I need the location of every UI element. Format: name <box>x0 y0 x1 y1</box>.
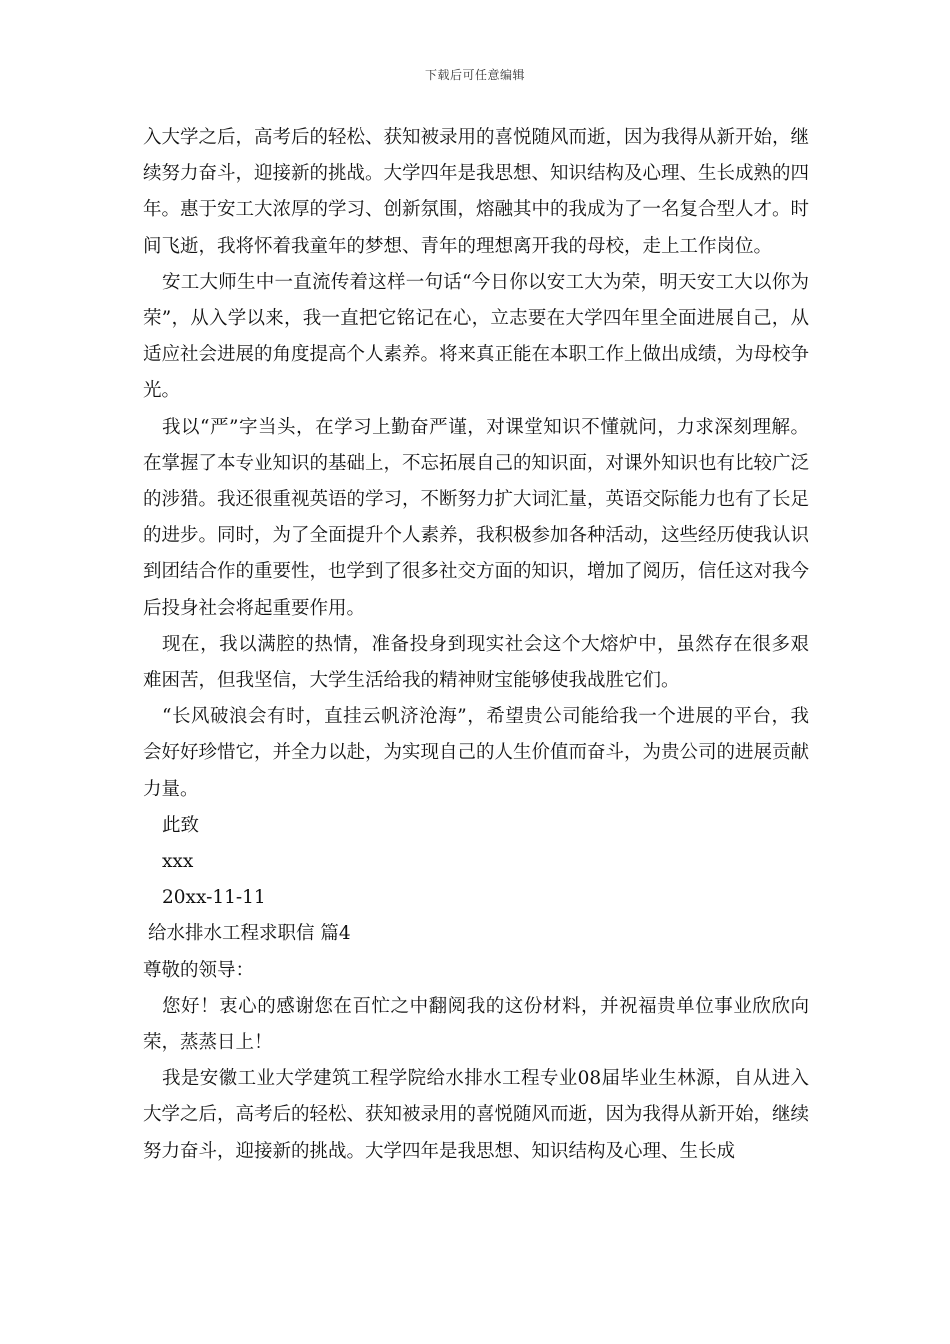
paragraph-3: 我以“严”字当头，在学习上勤奋严谨，对课堂知识不懂就问，力求深刻理解。在掌握了本专业知识的基础上，不忘拓展自己的知识面，对课外知识也有比较广泛的涉猎。我还很重视英语的学习，不断努力扩大词汇量，英语交际能力也有了长足的进步。同时，为了全面提升个人素养，我积极参加各种活动，这些经历使我认识到团结合作的重要性，也学到了很多社交方面的知识，增加了阅历，信任这对我今后投身社会将起重要作用。 <box>143 416 810 619</box>
date: 20xx-11-11 <box>162 887 266 909</box>
letter-body <box>143 120 809 1170</box>
paragraph-6: 您好！衷心的感谢您在百忙之中翻阅我的这份材料，并祝福贵单位事业欣欣向荣，蒸蒸日上！ <box>143 995 809 1054</box>
salutation: 尊敬的领导： <box>143 959 255 981</box>
paragraph-7: 我是安徽工业大学建筑工程学院给水排水工程专业08届毕业生林源，自从进入大学之后，高考后的轻松、获知被录用的喜悦随风而逝，因为我得从新开始，继续努力奋斗，迎接新的挑战。大学四年是我思想、知识结构及心理、生长成 <box>143 1068 810 1162</box>
paragraph-2: 安工大师生中一直流传着这样一句话“今日你以安工大为荣，明天安工大以你为荣”，从入学以来，我一直把它铭记在心，立志要在大学四年里全面进展自己，从适应社会进展的角度提高个人素养。将来真正能在本职工作上做出成绩，为母校争光。 <box>143 271 810 402</box>
paragraph-1: 入大学之后，高考后的轻松、获知被录用的喜悦随风而逝，因为我得从新开始，继续努力奋斗，迎接新的挑战。大学四年是我思想、知识结构及心理、生长成熟的四年。惠于安工大浓厚的学习、创新氛围，熔融其中的我成为了一名复合型人才。时间飞逝，我将怀着我童年的梦想、青年的理想离开我的母校，走上工作岗位。 <box>143 127 810 257</box>
closing-line: 此致 <box>162 814 200 836</box>
paragraph-4: 现在，我以满腔的热情，准备投身到现实社会这个大熔炉中，虽然存在很多艰难困苦，但我坚信，大学生活给我的精神财宝能够使我战胜它们。 <box>143 633 809 692</box>
section-title: 给水排水工程求职信 篇4 <box>148 923 351 945</box>
signature: xxx <box>162 851 194 873</box>
page-header-note: 下载后可任意编辑 <box>424 68 525 82</box>
paragraph-5: “长风破浪会有时，直挂云帆济沧海”，希望贵公司能给我一个进展的平台，我会好好珍惜它，并全力以赴，为实现自己的人生价值而奋斗，为贵公司的进展贡献力量。 <box>143 706 810 800</box>
